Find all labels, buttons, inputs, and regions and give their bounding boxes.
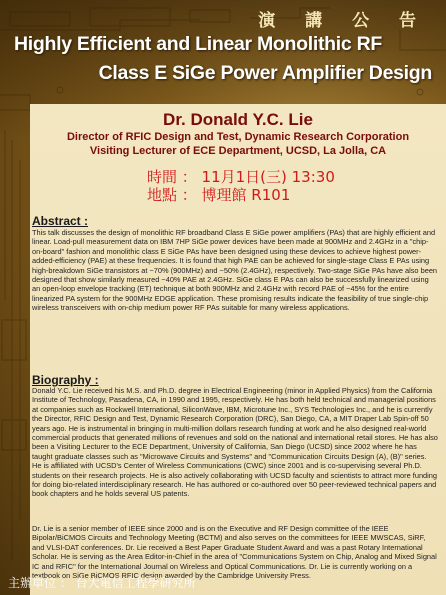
biography-text-1: Donald Y.C. Lie received his M.S. and Ph.D. degree in Electrical Engineering (minor in Applied Physics) from the California Institute of Technology, Pasadena, CA, in 1990 and 1995, respectively. He has both held technical and managerial positions at companies such as Rockwell International, SiliconWave, IBM, Microtune Inc., SYS Technologies Inc., and he is currently the Director, RFIC Design and Test, Dynamic Research Corporation (DRC), San Diego, CA, a MIT Draper Lab Spin-off 50 years ago. He is instrumental in bringing in multi-million dollars research funding at work and he also designed real-world commercial products that generated millions of revenues and sold on the national and international retail stores. He has also been a Visiting Lecturer to the ECE Department, University of California, San Diego (UCSD) since 2002 where he has taught graduate classes such as "Microwave Circuits and Systems" and "Communication Circuits Design (A), (B)" series. He is affiliated with UCSD's Center of Wireless Communications (CWC) since 2001 and is co-supervising several Ph.D. students on their research projects. He is also actively collaborating with UCSD faculty and scientists to attract more funding for doing bio-related interdisciplinary research. He has authored or co-authored over 50 peer-reviewed technical papers and book chapters and he holds several US patents. <box>32 386 438 499</box>
abstract-text: This talk discusses the design of monolithic RF broadband Class E SiGe power amplifiers (PAs) that are highly efficient and linear. Load-pull measurement data on IBM 7HP SiGe power devices have been made at 900MHz and 2.4GHz in a "chip-on-board" fashion and monolithic class E SiGe PAs have been designed using these devices to achieve highest power-added-efficiency (PAE) at these frequencies. It is found that high PAE can be achieved for single-stage Class E PAs using high-breakdown SiGe transistors at ~70% (900MHz) and ~50% (2.4GHz), respectively. Two-stage SiGe PAs have also been designed that show similarly measured ~40% PAE at 2.4GHz. SiGe class E PAs can also be successfully linearized using an open-loop envelope tracking (ET) technique at both 900MHz and 2.4GHz with record PAE of ~45% for the entire linearized PA system for the 900MHz EDGE application. These promising results indicate the feasibility of true single-chip wireless transceivers with on-chip medium power RF PAs suitable for many wireless applications. <box>32 228 438 313</box>
speaker-position-2: Visiting Lecturer of ECE Department, UCSD, La Jolla, CA <box>89 145 387 157</box>
content-panel <box>30 104 446 595</box>
speaker-name: Dr. Donald Y.C. Lie <box>163 110 313 129</box>
biography-text-2: Dr. Lie is a senior member of IEEE since 2000 and is on the Executive and RF Design committee of the IEEE Bipolar/BiCMOS Circuits and Technology Meeting (BCTM) and also serves on the committees for IEEE MWSCAS, SiRF, and VLSI-DAT conferences. Dr. Lie received a Best Paper Graduate Student Award and was a past Rotary International Scholar. He is serving as the Area Editor-in-Chief in the area of "Communications System on Chip, Analog and Mixed Signal IC and RFIC" for the International Journal on Wireless and Optical Communications. Dr. Lie is currently working on a textbook on SiGe BiCMOS RFIC design awarded by the Cambridge University Press. <box>32 524 437 581</box>
event-info <box>147 168 335 204</box>
organizer-label: 主辦單位 ： 台大電信工程學研究所 <box>8 576 196 590</box>
notice-label: 演 講 公 告 <box>258 11 428 31</box>
footer <box>0 568 446 595</box>
speaker-position-1: Director of RFIC Design and Test, Dynamic Research Corporation <box>66 131 410 143</box>
event-place: 地點 ： 博理館 R101 <box>147 186 291 204</box>
talk-title-line1: Highly Efficient and Linear Monolithic RF <box>14 33 382 55</box>
event-time: 時間 ： 11月1日(三) 13:30 <box>147 168 335 186</box>
abstract-heading: Abstract : <box>32 214 89 228</box>
biography-heading: Biography : <box>32 373 99 387</box>
talk-title-line2: Class E SiGe Power Amplifier Design <box>98 62 432 84</box>
